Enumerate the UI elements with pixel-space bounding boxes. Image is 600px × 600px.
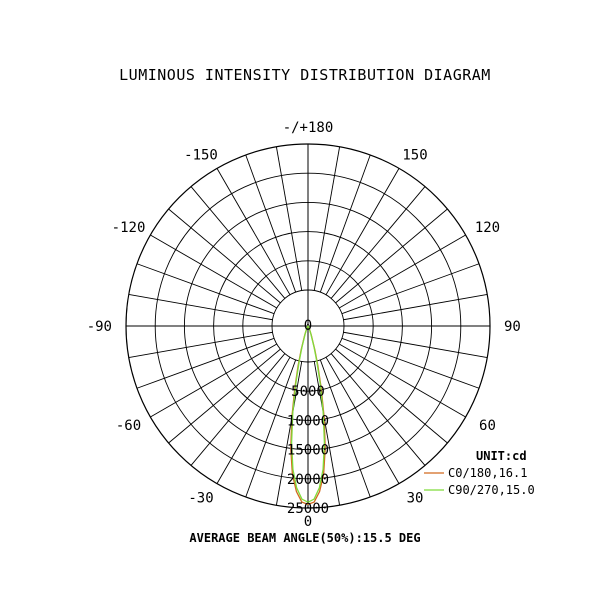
grid-spoke	[320, 155, 370, 292]
angle-tick-label: -60	[115, 418, 142, 434]
grid-spoke	[342, 338, 479, 388]
grid-spoke	[129, 332, 273, 357]
grid-spoke	[276, 147, 301, 291]
grid-spoke	[343, 294, 487, 319]
angle-tick-label: 60	[479, 418, 496, 434]
angle-tick-label: 0	[303, 514, 313, 530]
grid-spoke	[336, 349, 448, 443]
angle-tick-label: 90	[504, 319, 521, 335]
grid-spoke	[137, 264, 274, 314]
grid-spoke	[191, 187, 285, 299]
grid-spoke	[331, 187, 425, 299]
grid-spoke	[331, 354, 425, 466]
grid-spoke	[137, 338, 274, 388]
angle-tick-label: -30	[188, 490, 214, 507]
angle-tick-label: 120	[474, 220, 501, 236]
angle-tick-label: 30	[406, 490, 424, 507]
grid-spoke	[336, 209, 448, 303]
beam-angle-text: AVERAGE BEAM ANGLE(50%):15.5 DEG	[189, 531, 421, 545]
legend	[424, 466, 535, 497]
grid-spoke	[191, 354, 285, 466]
radial-tick-label: 0	[303, 318, 313, 334]
grid-spoke	[342, 264, 479, 314]
grid-spoke	[246, 155, 296, 292]
angle-tick-label: -/+180	[282, 120, 334, 136]
legend-entry: C90/270,15.0	[448, 483, 535, 497]
grid-spoke	[343, 332, 487, 357]
legend-entry: C0/180,16.1	[448, 466, 528, 480]
unit-label: UNIT:cd	[476, 449, 527, 463]
radial-tick-label: 5000	[291, 384, 325, 401]
radial-tick-label: 20000	[286, 471, 330, 488]
radial-tick-label: 10000	[286, 413, 330, 430]
angle-tick-label: -90	[86, 319, 112, 335]
grid-spoke	[314, 147, 339, 291]
radial-tick-label: 15000	[286, 442, 330, 459]
chart-title: LUMINOUS INTENSITY DISTRIBUTION DIAGRAM	[119, 66, 491, 84]
grid-spoke	[169, 349, 281, 443]
grid-spoke	[129, 294, 273, 319]
grid-spoke	[169, 209, 281, 303]
radial-tick-label: 25000	[286, 501, 330, 517]
angle-tick-label: -150	[184, 147, 218, 164]
angle-tick-label: -120	[111, 220, 146, 236]
angle-tick-label: 150	[402, 147, 428, 164]
